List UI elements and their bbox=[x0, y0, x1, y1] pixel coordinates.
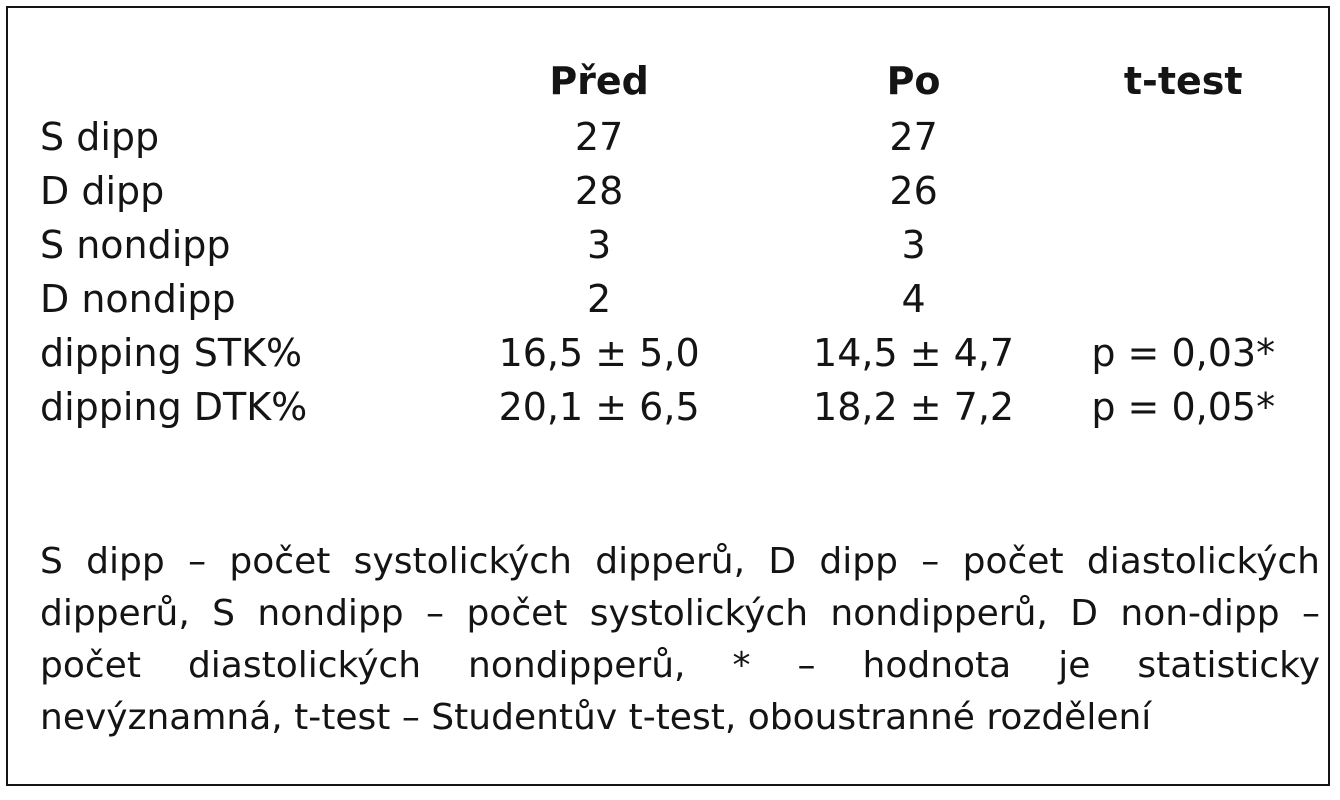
cell-t-test: p = 0,05* bbox=[1091, 385, 1276, 429]
header-t-test: t-test bbox=[1123, 59, 1243, 103]
cell-before: 16,5 ± 5,0 bbox=[498, 331, 700, 375]
table-footnote: S dipp – počet systolických dipperů, D dipp – počet diastolických dipperů, S nondipp – počet systolických nondipperů, D non-dipp – počet diastolických nondipperů, * – hodnota je statisticky nevýznamná, t-test – Studentův t-test, oboustranné rozdělení bbox=[40, 541, 1320, 738]
row-label: S dipp bbox=[40, 115, 160, 159]
cell-after: 18,2 ± 7,2 bbox=[813, 385, 1015, 429]
cell-t-test bbox=[1038, 164, 1328, 218]
table-row bbox=[40, 326, 1328, 380]
cell-before: 28 bbox=[574, 169, 624, 213]
row-label: dipping DTK% bbox=[40, 385, 308, 429]
header-row bbox=[40, 52, 1328, 110]
cell-before: 20,1 ± 6,5 bbox=[498, 385, 700, 429]
cell-before: 27 bbox=[574, 115, 624, 159]
cell-t-test bbox=[1038, 110, 1328, 164]
row-label: D dipp bbox=[40, 169, 165, 213]
cell-after: 26 bbox=[889, 169, 938, 213]
table-row bbox=[40, 218, 1328, 272]
cell-after: 3 bbox=[901, 223, 926, 267]
row-label: S nondipp bbox=[40, 223, 231, 267]
table-frame bbox=[6, 6, 1330, 786]
cell-after: 14,5 ± 4,7 bbox=[813, 331, 1015, 375]
cell-before: 2 bbox=[587, 277, 612, 321]
header-before: Před bbox=[549, 59, 649, 103]
cell-after: 27 bbox=[889, 115, 938, 159]
table-row bbox=[40, 272, 1328, 326]
row-label: dipping STK% bbox=[40, 331, 303, 375]
cell-after: 4 bbox=[901, 277, 926, 321]
header-after: Po bbox=[886, 59, 941, 103]
header-label-column bbox=[40, 52, 410, 110]
cell-t-test: p = 0,03* bbox=[1091, 331, 1276, 375]
table-row bbox=[40, 380, 1328, 434]
cell-t-test bbox=[1038, 272, 1328, 326]
cell-before: 3 bbox=[587, 223, 612, 267]
table-row bbox=[40, 110, 1328, 164]
row-label: D nondipp bbox=[40, 277, 236, 321]
results-table bbox=[40, 52, 1328, 434]
table-row bbox=[40, 164, 1328, 218]
cell-t-test bbox=[1038, 218, 1328, 272]
